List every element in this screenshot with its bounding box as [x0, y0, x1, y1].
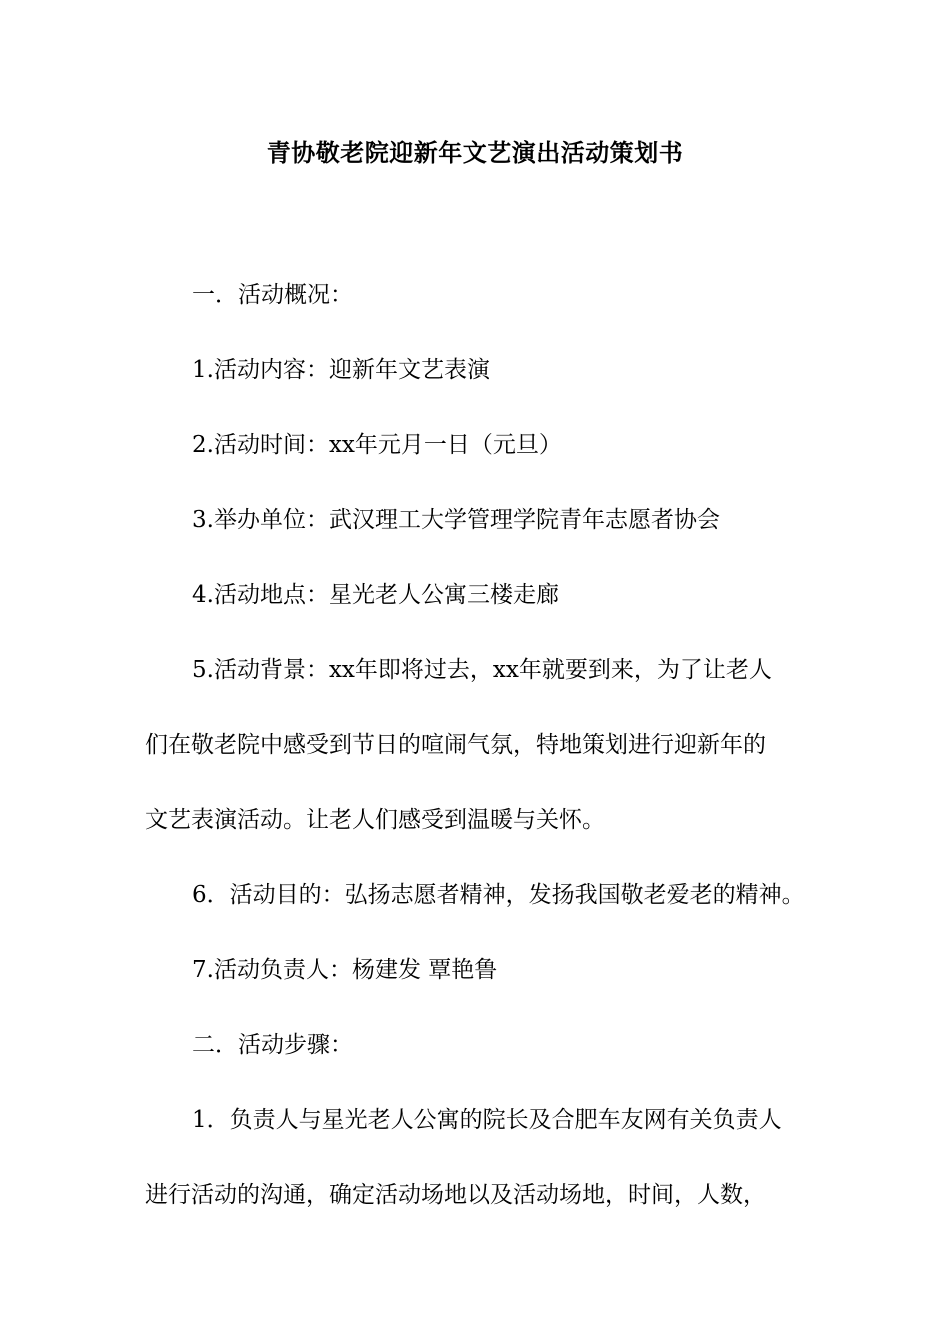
paragraph-background-line-2: 们在敬老院中感受到节日的喧闹气氛，特地策划进行迎新年的 — [145, 732, 766, 758]
section-heading-steps: 二．活动步骤： — [192, 1032, 353, 1058]
section-heading-overview: 一．活动概况： — [192, 282, 353, 308]
paragraph-background-line-3: 文艺表演活动。让老人们感受到温暖与关怀。 — [145, 807, 605, 833]
paragraph-purpose: 6．活动目的：弘扬志愿者精神，发扬我国敬老爱老的精神。 — [192, 882, 805, 908]
paragraph-persons-in-charge: 7.活动负责人：杨建发 覃艳鲁 — [192, 957, 498, 983]
paragraph-step-1-line-1: 1．负责人与星光老人公寓的院长及合肥车友网有关负责人 — [192, 1107, 782, 1133]
paragraph-step-1-line-2: 进行活动的沟通，确定活动场地以及活动场地，时间，人数， — [145, 1182, 766, 1208]
paragraph-activity-content: 1.活动内容：迎新年文艺表演 — [192, 357, 490, 383]
paragraph-background-line-1: 5.活动背景：xx年即将过去，xx年就要到来，为了让老人 — [192, 657, 772, 683]
paragraph-activity-time: 2.活动时间：xx年元月一日（元旦） — [192, 432, 562, 458]
document-title: 青协敬老院迎新年文艺演出活动策划书 — [266, 138, 684, 167]
document-body — [145, 258, 825, 1233]
paragraph-location: 4.活动地点：星光老人公寓三楼走廊 — [192, 582, 559, 608]
paragraph-organizer: 3.举办单位：武汉理工大学管理学院青年志愿者协会 — [192, 507, 720, 533]
